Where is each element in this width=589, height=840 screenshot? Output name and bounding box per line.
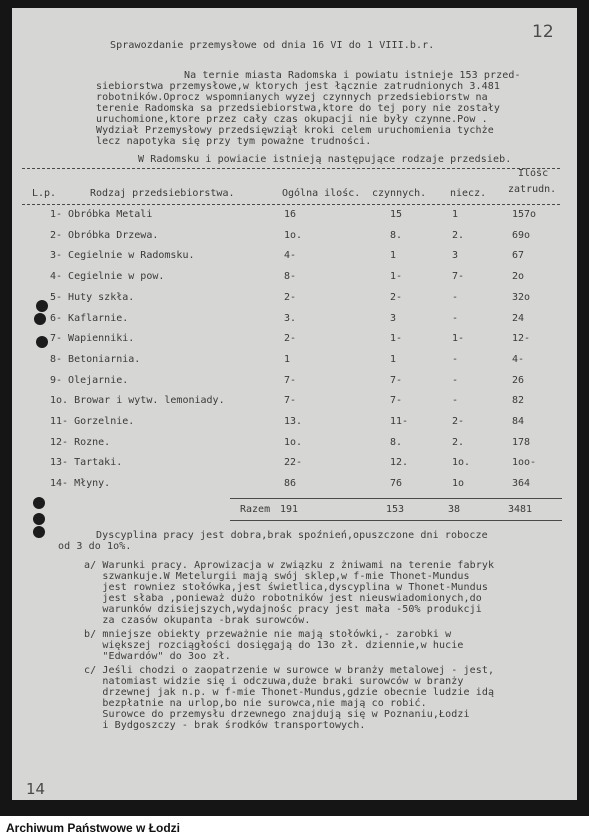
body-line: bezpłatnie na urlop,bo nie surowca,nie mają co robić. <box>84 698 427 709</box>
row-kind: 11- Gorzelnie. <box>50 416 135 427</box>
row-inactive: 7- <box>452 271 465 282</box>
table-rule-bottom <box>230 520 562 521</box>
punch-hole <box>33 526 45 538</box>
totals-active: 153 <box>386 504 405 515</box>
row-workers: 82 <box>512 395 525 406</box>
intro-line: Na ternie miasta Radomska i powiatu istnieje 153 przed- <box>184 70 521 81</box>
table-intro: W Radomsku i powiacie istnieją następujące rodzaje przedsieb. <box>138 154 512 165</box>
punch-hole <box>36 336 48 348</box>
row-workers: 67 <box>512 250 525 261</box>
totals-total: 191 <box>280 504 299 515</box>
intro-line: robotników.Oprocz wspomnianych wyzej czynnych przedsiebiorstw na <box>96 92 488 103</box>
header-total: Ogólna ilośc. <box>282 188 361 199</box>
row-total: 1o. <box>284 437 303 448</box>
row-inactive: - <box>452 375 459 386</box>
intro-line: lecz napotyka się przy tym poważne trudności. <box>96 136 372 147</box>
row-kind: 1o. Browar i wytw. lemoniady. <box>50 395 225 406</box>
table-rule-top <box>22 168 560 169</box>
row-active: 8. <box>390 437 403 448</box>
body-line: od 3 do 1o%. <box>58 541 132 552</box>
row-total: 1 <box>284 354 291 365</box>
punch-hole <box>34 313 46 325</box>
body-line: Dyscyplina pracy jest dobra,brak spoźnień,opuszczone dni robocze <box>96 530 488 541</box>
body-line: b/ mniejsze obiekty przeważnie nie mają stołówki,- zarobki w <box>84 629 452 640</box>
row-active: 1 <box>390 354 397 365</box>
row-total: 4- <box>284 250 297 261</box>
header-workers-line1: Ilośc <box>518 168 549 179</box>
row-inactive: 2- <box>452 416 465 427</box>
row-inactive: 1- <box>452 333 465 344</box>
row-workers: 26 <box>512 375 525 386</box>
row-workers: 69o <box>512 230 531 241</box>
row-inactive: - <box>452 354 459 365</box>
body-line: c/ Jeśli chodzi o zaopatrzenie w surowce w branży metalowej - jest, <box>84 665 495 676</box>
row-active: 7- <box>390 375 403 386</box>
row-kind: 7- Wapienniki. <box>50 333 135 344</box>
row-inactive: - <box>452 292 459 303</box>
intro-line: terenie Radomska sa przedsiebiorstwa,ktore do tej pory nie zostały <box>96 103 500 114</box>
row-kind: 14- Młyny. <box>50 478 111 489</box>
row-kind: 13- Tartaki. <box>50 457 123 468</box>
page-number-bottom: 14 <box>26 780 46 798</box>
row-active: 7- <box>390 395 403 406</box>
punch-hole <box>33 497 45 509</box>
header-active: czynnych. <box>372 188 427 199</box>
row-kind: 1- Obróbka Metali <box>50 209 153 220</box>
row-workers: 364 <box>512 478 531 489</box>
row-total: 2- <box>284 292 297 303</box>
row-total: 1o. <box>284 230 303 241</box>
row-workers: 1oo- <box>512 457 537 468</box>
row-total: 86 <box>284 478 297 489</box>
row-inactive: 1 <box>452 209 459 220</box>
row-kind: 5- Huty szkła. <box>50 292 135 303</box>
body-line: natomiast widzie się i odczuwa,duże braki surowców w branży <box>84 676 464 687</box>
intro-line: uruchomione,ktore przez cały czas okupacji nie były czynne.Pow . <box>96 114 488 125</box>
row-active: 3 <box>390 313 397 324</box>
header-workers-line2: zatrudn. <box>508 184 557 195</box>
body-line: jest rowniez stołówka,jest świetlica,dyscyplina w Thonet-Mundus <box>84 582 488 593</box>
archive-caption: Archiwum Państwowe w Łodzi <box>0 816 589 840</box>
row-kind: 6- Kaflarnie. <box>50 313 129 324</box>
table-rule-header <box>22 204 560 205</box>
row-total: 7- <box>284 395 297 406</box>
row-active: 2- <box>390 292 403 303</box>
page-number-top: 12 <box>532 22 554 42</box>
row-inactive: 3 <box>452 250 459 261</box>
header-inactive: niecz. <box>450 188 487 199</box>
row-inactive: 2. <box>452 437 465 448</box>
body-line: jest słaba ,ponieważ dużo robotników jest nieuswiadomionych,do <box>84 593 482 604</box>
row-inactive: 1o. <box>452 457 471 468</box>
row-active: 8. <box>390 230 403 241</box>
row-inactive: - <box>452 395 459 406</box>
body-line: szwankuje.W Metelurgii mają swój sklep,w f-mie Thonet-Mundus <box>84 571 470 582</box>
totals-inactive: 38 <box>448 504 461 515</box>
body-line: za czasów okupanta -brak surowców. <box>84 615 311 626</box>
row-kind: 4- Cegielnie w pow. <box>50 271 165 282</box>
row-kind: 12- Rozne. <box>50 437 111 448</box>
row-active: 12. <box>390 457 409 468</box>
row-active: 15 <box>390 209 403 220</box>
row-workers: 24 <box>512 313 525 324</box>
row-active: 11- <box>390 416 409 427</box>
row-total: 7- <box>284 375 297 386</box>
body-line: Surowce do przemysłu drzewnego znajdują się w Poznaniu,Łodzi <box>84 709 470 720</box>
row-inactive: 1o <box>452 478 465 489</box>
body-line: drzewnej jak n.p. w f-mie Thonet-Mundus,gdzie obecnie ludzie idą <box>84 687 495 698</box>
header-kind: Rodzaj przedsiebiorstwa. <box>90 188 235 199</box>
row-inactive: 2. <box>452 230 465 241</box>
intro-line: siebiorstwa przemysłowe,w ktorych jest łącznie zatrudnionych 3.481 <box>96 81 500 92</box>
row-kind: 9- Olejarnie. <box>50 375 129 386</box>
totals-workers: 3481 <box>508 504 533 515</box>
row-active: 1 <box>390 250 397 261</box>
row-workers: 157o <box>512 209 537 220</box>
document-title: Sprawozdanie przemysłowe od dnia 16 VI do 1 VIII.b.r. <box>110 40 435 51</box>
row-workers: 12- <box>512 333 531 344</box>
row-total: 16 <box>284 209 297 220</box>
row-total: 13. <box>284 416 303 427</box>
row-total: 22- <box>284 457 303 468</box>
table-rule-totals <box>230 498 562 499</box>
body-line: a/ Warunki pracy. Aprowizacja w związku z żniwami na terenie fabryk <box>84 560 495 571</box>
body-line: warunków dzisiejszych,wydajnośc pracy jest mała -50% produkcji <box>84 604 482 615</box>
row-total: 2- <box>284 333 297 344</box>
row-kind: 2- Obróbka Drzewa. <box>50 230 159 241</box>
row-kind: 3- Cegielnie w Radomsku. <box>50 250 195 261</box>
row-inactive: - <box>452 313 459 324</box>
body-line: większej rozciągłości dosięgają do 13o zł. dziennie,w hucie <box>84 640 464 651</box>
row-workers: 84 <box>512 416 525 427</box>
row-active: 1- <box>390 333 403 344</box>
document-page <box>12 8 577 800</box>
row-active: 76 <box>390 478 403 489</box>
header-lp: L.p. <box>32 188 57 199</box>
row-kind: 8- Betoniarnia. <box>50 354 141 365</box>
punch-hole <box>33 513 45 525</box>
row-workers: 32o <box>512 292 531 303</box>
row-total: 8- <box>284 271 297 282</box>
body-line: i Bydgoszczy - brak środków transportowych. <box>84 720 366 731</box>
row-total: 3. <box>284 313 297 324</box>
punch-hole <box>36 300 48 312</box>
row-workers: 2o <box>512 271 525 282</box>
totals-label: Razem <box>240 504 271 515</box>
row-workers: 4- <box>512 354 525 365</box>
row-active: 1- <box>390 271 403 282</box>
intro-line: Wydział Przemysłowy przedsięwziął kroki celem uruchomienia tychże <box>96 125 494 136</box>
body-line: "Edwardów" do 3oo zł. <box>84 651 231 662</box>
row-workers: 178 <box>512 437 531 448</box>
